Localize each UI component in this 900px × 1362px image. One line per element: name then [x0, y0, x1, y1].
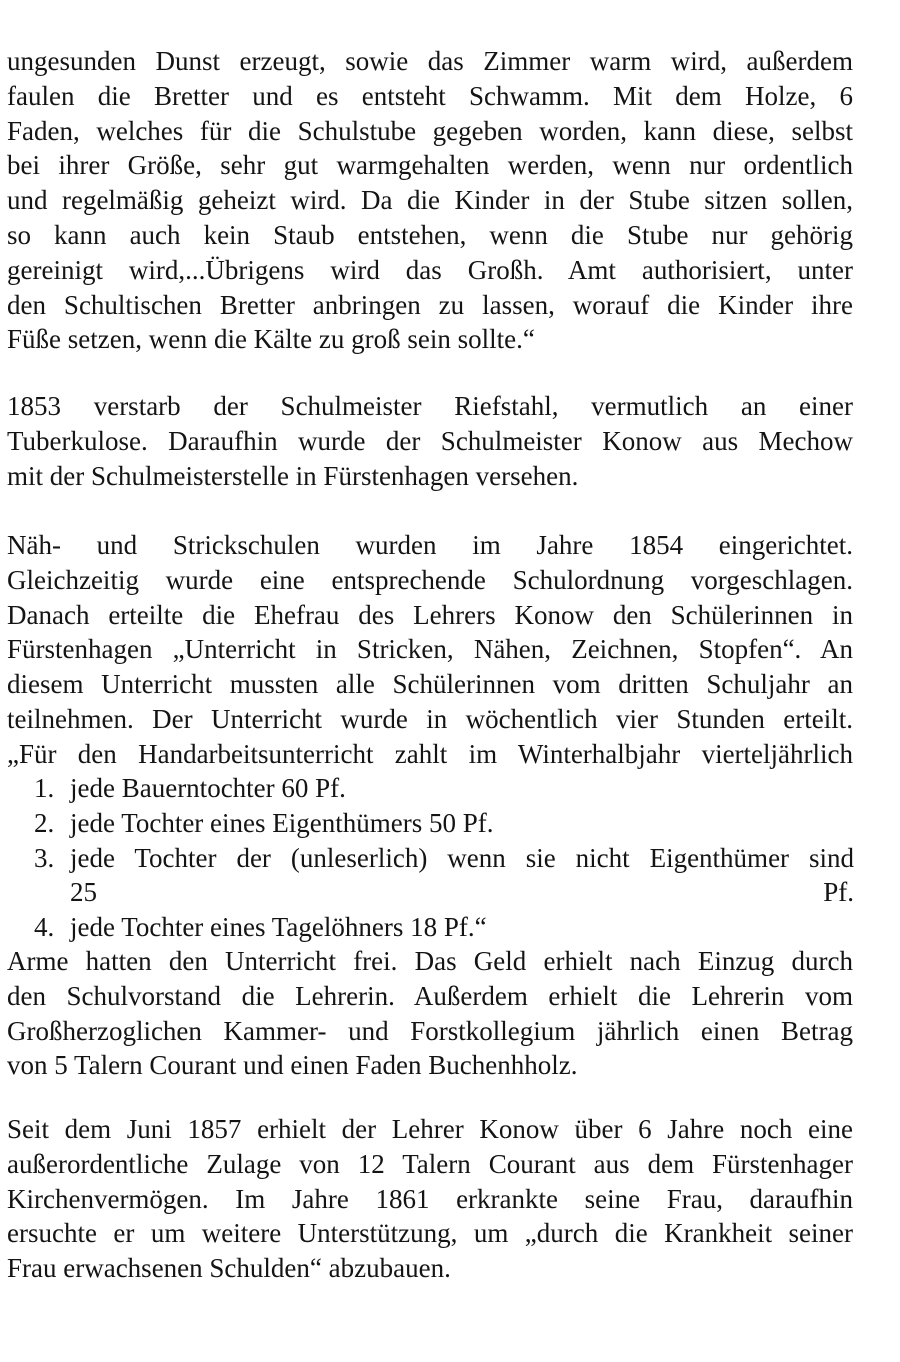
- text-line: 1853 verstarb der Schulmeister Riefstahl, vermutlich an einer: [7, 391, 853, 421]
- list-text: jede Tochter eines Tagelöhners 18 Pf.“: [70, 912, 487, 943]
- paragraph-sewing-schools: [7, 528, 853, 772]
- text-line: gereinigt wird,...Übrigens wird das Großh. Amt authorisiert, unter: [7, 254, 853, 285]
- text-line: Danach erteilte die Ehefrau des Lehrers Konow den Schülerinnen in: [7, 599, 853, 630]
- text-line: „Für den Handarbeitsunterricht zahlt im Winterhalbjahr vierteljährlich: [7, 738, 853, 769]
- text-line: Tuberkulose. Daraufhin wurde der Schulmeister Konow aus Mechow: [7, 425, 853, 456]
- list-text: jede Bauerntochter 60 Pf.: [70, 773, 346, 803]
- text-line: mit der Schulmeisterstelle in Fürstenhagen versehen.: [7, 460, 579, 491]
- text-line: den Schulvorstand die Lehrerin. Außerdem erhielt die Lehrerin vom: [7, 980, 853, 1011]
- list-item: [34, 841, 854, 911]
- text-line: und regelmäßig geheizt wird. Da die Kinder in der Stube sitzen sollen,: [7, 185, 853, 216]
- text-line: Seit dem Juni 1857 erhielt der Lehrer Konow über 6 Jahre noch eine: [7, 1114, 853, 1144]
- list-number: 4.: [34, 912, 55, 943]
- text-line: teilnehmen. Der Unterricht wurde in wöchentlich vier Stunden erteilt.: [7, 703, 853, 734]
- text-line: Großherzoglichen Kammer- und Forstkollegium jährlich einen Betrag: [7, 1015, 853, 1046]
- text-line: bei ihrer Größe, sehr gut warmgehalten werden, wenn nur ordentlich: [7, 150, 853, 181]
- text-line: diesem Unterricht mussten alle Schülerinnen vom dritten Schuljahr an: [7, 669, 853, 700]
- list-text: [70, 841, 854, 911]
- text-line: so kann auch kein Staub entstehen, wenn die Stube nur gehörig: [7, 219, 853, 250]
- list-text: jede Tochter eines Eigenthümers 50 Pf.: [70, 807, 494, 838]
- paragraph-riefstahl-death: [7, 389, 853, 493]
- text-line: den Schultischen Bretter anbringen zu lassen, worauf die Kinder ihre: [7, 289, 853, 320]
- fee-list: [34, 771, 854, 945]
- paragraph-poor-free-lessons: [7, 944, 853, 1083]
- list-number: 1.: [34, 773, 55, 803]
- text-line: ersuchte er um weitere Unterstützung, um „durch die Krankheit seiner: [7, 1218, 853, 1249]
- text-line: faulen die Bretter und es entsteht Schwamm. Mit dem Holze, 6: [7, 80, 853, 111]
- text-line: Fürstenhagen „Unterricht in Stricken, Nähen, Zeichnen, Stopfen“. An: [7, 634, 853, 665]
- text-line: Frau erwachsenen Schulden“ abzubauen.: [7, 1253, 451, 1284]
- text-line: von 5 Talern Courant und einen Faden Buchenhholz.: [7, 1050, 578, 1081]
- list-number: 2.: [34, 807, 55, 838]
- text-line: Kirchenvermögen. Im Jahre 1861 erkrankte seine Frau, daraufhin: [7, 1183, 853, 1214]
- text-line: Näh- und Strickschulen wurden im Jahre 1854 eingerichtet.: [7, 530, 853, 560]
- paragraph-konow-allowance: [7, 1112, 853, 1286]
- text-line: Arme hatten den Unterricht frei. Das Geld erhielt nach Einzug durch: [7, 946, 853, 976]
- text-line: Gleichzeitig wurde eine entsprechende Schulordnung vorgeschlagen.: [7, 564, 853, 595]
- list-item: [34, 910, 854, 945]
- text-line: 25 Pf.: [70, 877, 854, 908]
- text-line: jede Tochter der (unleserlich) wenn sie nicht Eigenthümer sind: [70, 842, 854, 873]
- list-item: [34, 806, 854, 841]
- paragraph-school-heating: [7, 44, 853, 357]
- list-item: [34, 771, 854, 806]
- text-line: Füße setzen, wenn die Kälte zu groß sein sollte.“: [7, 324, 535, 355]
- text-line: ungesunden Dunst erzeugt, sowie das Zimmer warm wird, außerdem: [7, 46, 853, 76]
- text-line: außerordentliche Zulage von 12 Talern Courant aus dem Fürstenhager: [7, 1148, 853, 1179]
- text-line: Faden, welches für die Schulstube gegeben worden, kann diese, selbst: [7, 115, 853, 146]
- list-number: 3.: [34, 842, 55, 873]
